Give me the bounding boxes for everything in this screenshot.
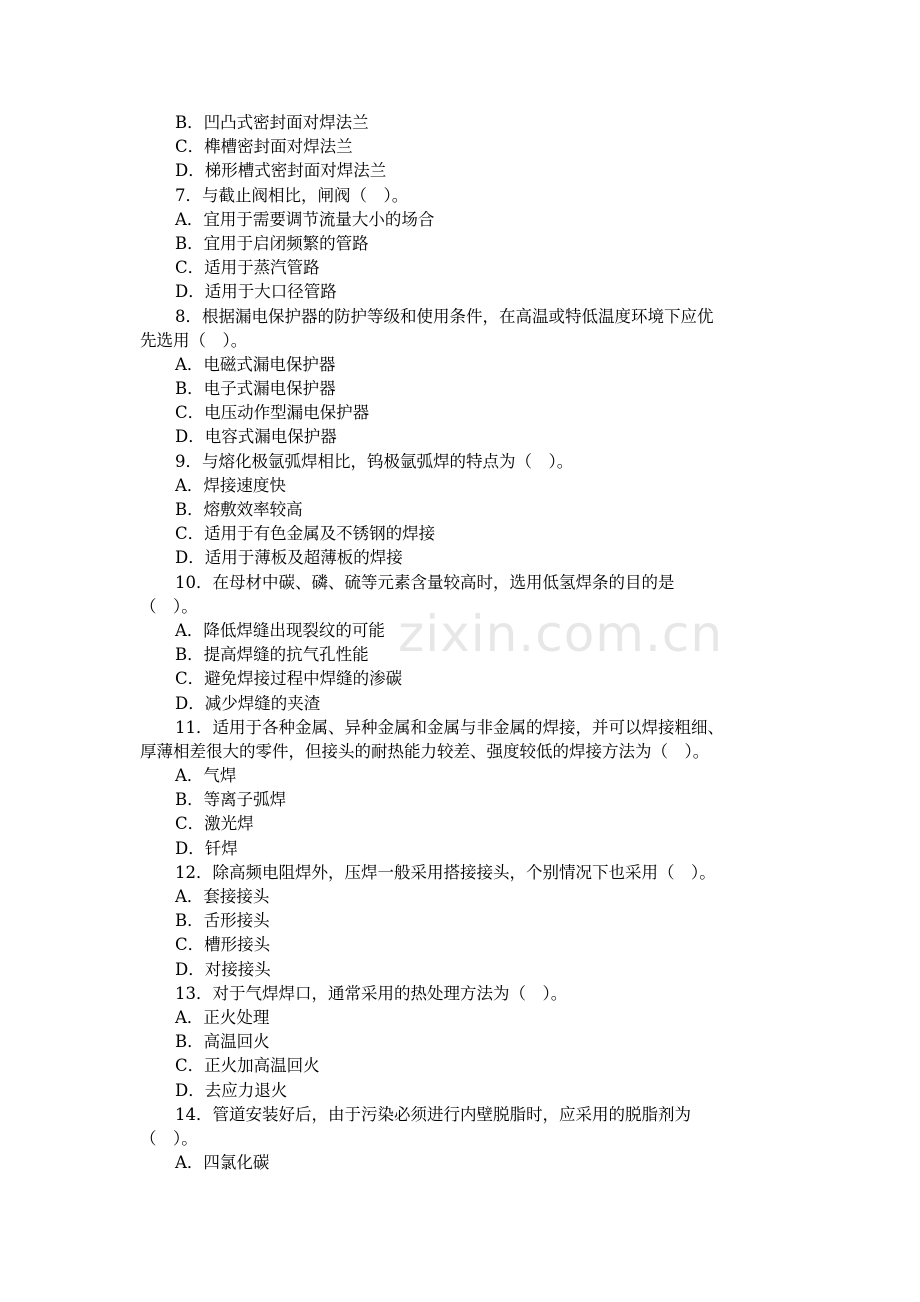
answer-option: D．减少焊缝的夹渣 — [175, 693, 321, 713]
question-stem: 10．在母材中碳、磷、硫等元素含量较高时，选用低氢焊条的目的是 — [175, 572, 675, 592]
question-stem: 11．适用于各种金属、异种金属和金属与非金属的焊接，并可以焊接粗细、 — [175, 717, 724, 737]
answer-option: C．电压动作型漏电保护器 — [175, 403, 370, 423]
question-stem: 12．除高频电阻焊外，压焊一般采用搭接接头，个别情况下也采用（ ）。 — [175, 862, 716, 882]
question-stem: 13．对于气焊焊口，通常采用的热处理方法为（ ）。 — [175, 983, 568, 1003]
answer-option: B．等离子弧焊 — [175, 790, 287, 810]
answer-option: C．适用于有色金属及不锈钢的焊接 — [175, 524, 436, 544]
answer-option: A．四氯化碳 — [175, 1153, 270, 1173]
answer-option: C．适用于蒸汽管路 — [175, 258, 320, 278]
answer-option: B．宜用于启闭频繁的管路 — [175, 233, 369, 253]
answer-option: C．避免焊接过程中焊缝的渗碳 — [175, 669, 403, 689]
answer-option: B．舌形接头 — [175, 911, 270, 931]
question-stem-continuation: （ ）。 — [140, 596, 198, 616]
answer-option: B．高温回火 — [175, 1032, 270, 1052]
answer-option: B．凹凸式密封面对焊法兰 — [175, 113, 369, 132]
answer-option: C．榫槽密封面对焊法兰 — [175, 137, 353, 157]
answer-option: C．正火加高温回火 — [175, 1056, 320, 1076]
answer-option: D．适用于薄板及超薄板的焊接 — [175, 548, 403, 568]
question-stem: 9．与熔化极氩弧焊相比，钨极氩弧焊的特点为（ ）。 — [175, 451, 574, 471]
answer-option: C．激光焊 — [175, 814, 254, 834]
answer-option: D．钎焊 — [175, 838, 238, 858]
question-stem-continuation: 厚薄相差很大的零件，但接头的耐热能力较差、强度较低的焊接方法为（ ）。 — [140, 741, 710, 761]
question-stem: 14．管道安装好后，由于污染必须进行内壁脱脂时，应采用的脱脂剂为 — [175, 1104, 691, 1124]
answer-option: A．降低焊缝出现裂纹的可能 — [175, 620, 385, 640]
question-stem-continuation: 先选用（ ）。 — [140, 330, 248, 350]
answer-option: D．电容式漏电保护器 — [175, 427, 337, 447]
watermark: zixin.com.cn — [398, 605, 724, 663]
question-stem: 8．根据漏电保护器的防护等级和使用条件，在高温或特低温度环境下应优 — [175, 306, 714, 326]
answer-option: D．梯形槽式密封面对焊法兰 — [175, 161, 387, 181]
answer-option: A．焊接速度快 — [175, 475, 286, 495]
answer-option: D．对接接头 — [175, 959, 271, 979]
answer-option: C．槽形接头 — [175, 935, 271, 955]
answer-option: A．气焊 — [175, 766, 237, 786]
answer-option: A．套接接头 — [175, 887, 270, 906]
answer-option: D．去应力退火 — [175, 1080, 288, 1100]
answer-option: D．适用于大口径管路 — [175, 282, 337, 302]
answer-option: A．宜用于需要调节流量大小的场合 — [175, 209, 435, 229]
answer-option: A．正火处理 — [175, 1007, 270, 1027]
question-stem-continuation: （ ）。 — [140, 1128, 198, 1148]
answer-option: B．电子式漏电保护器 — [175, 379, 336, 399]
answer-option: B．提高焊缝的抗气孔性能 — [175, 645, 369, 665]
answer-option: B．熔敷效率较高 — [175, 500, 303, 519]
question-stem: 7．与截止阀相比，闸阀（ ）。 — [175, 185, 409, 205]
answer-option: A．电磁式漏电保护器 — [175, 354, 336, 374]
